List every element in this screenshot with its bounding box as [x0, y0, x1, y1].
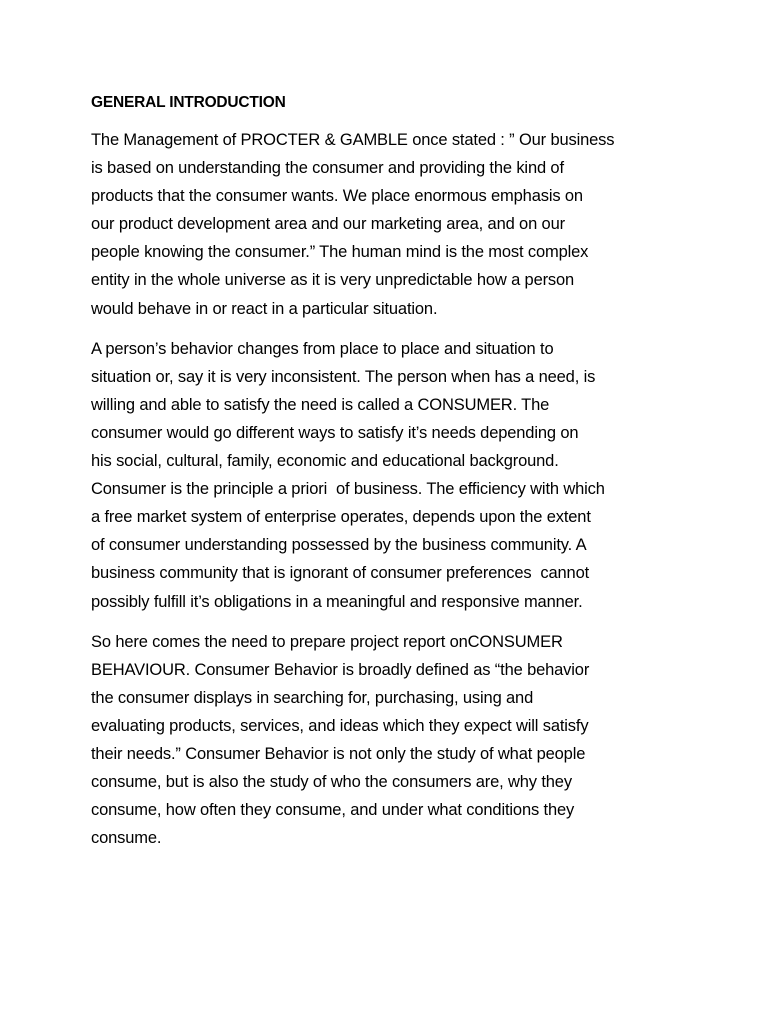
text-line: our product development area and our marketing area, and on our — [91, 215, 565, 234]
text-line: willing and able to satisfy the need is called a CONSUMER. The — [91, 395, 550, 414]
text-line: a free market system of enterprise operates, depends upon the extent — [91, 508, 591, 527]
document-page — [91, 92, 691, 864]
text-line: evaluating products, services, and ideas which they expect will satisfy — [91, 716, 589, 735]
paragraph-2 — [91, 335, 691, 616]
text-line: business community that is ignorant of consumer preferences cannot — [91, 564, 590, 583]
text-line: the consumer displays in searching for, purchasing, using and — [91, 688, 534, 707]
text-line: A person’s behavior changes from place to place and situation to — [91, 339, 554, 358]
section-heading: GENERAL INTRODUCTION — [91, 94, 286, 111]
paragraph-3 — [91, 628, 691, 853]
text-line: consume. — [91, 829, 162, 848]
text-line: consume, how often they consume, and under what conditions they — [91, 801, 575, 820]
text-line: So here comes the need to prepare project report onCONSUMER — [91, 632, 563, 651]
paragraph-1 — [91, 126, 691, 323]
text-line: possibly fulfill it’s obligations in a meaningful and responsive manner. — [91, 592, 583, 611]
text-line: their needs.” Consumer Behavior is not only the study of what people — [91, 744, 586, 763]
text-line: situation or, say it is very inconsistent. The person when has a need, is — [91, 367, 596, 386]
text-line: BEHAVIOUR. Consumer Behavior is broadly defined as “the behavior — [91, 660, 590, 679]
text-line: products that the consumer wants. We place enormous emphasis on — [91, 187, 583, 206]
text-line: of consumer understanding possessed by the business community. A — [91, 536, 587, 555]
text-line: consumer would go different ways to satisfy it’s needs depending on — [91, 423, 579, 442]
text-line: his social, cultural, family, economic and educational background. — [91, 452, 559, 471]
text-line: The Management of PROCTER & GAMBLE once stated : ” Our business — [91, 131, 615, 149]
text-line: would behave in or react in a particular situation. — [91, 299, 438, 318]
text-line: Consumer is the principle a priori of business. The efficiency with which — [91, 480, 605, 499]
text-line: people knowing the consumer.” The human mind is the most complex — [91, 243, 589, 262]
text-line: consume, but is also the study of who the consumers are, why they — [91, 773, 572, 792]
text-line: entity in the whole universe as it is very unpredictable how a person — [91, 271, 575, 290]
text-line: is based on understanding the consumer and providing the kind of — [91, 159, 564, 178]
